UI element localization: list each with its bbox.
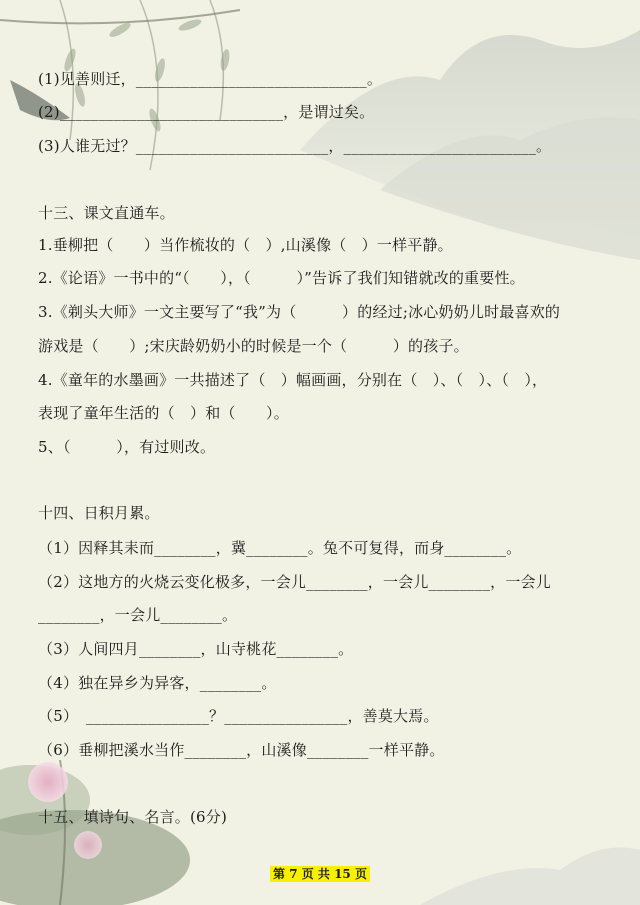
sec14-item-2b: ________，一会儿________。 xyxy=(38,606,238,624)
sec13-item-2: 2.《论语》一书中的“（ ），（ ）”告诉了我们知错就改的重要性。 xyxy=(38,269,525,287)
sec12-item-1: (1)见善则迁，______________________________。 xyxy=(38,70,383,88)
sec12-item-3: (3)人谁无过？_________________________，_________________________。 xyxy=(38,137,552,155)
sec14-item-1: （1）因释其耒而________，冀________。兔不可复得，而身________。 xyxy=(38,539,522,557)
sec13-item-3b: 游戏是（ ）;宋庆龄奶奶小的时候是一个（ ）的孩子。 xyxy=(38,337,469,355)
sec14-item-5: （5） ________________？________________，善莫大焉。 xyxy=(38,707,439,725)
section-15-title: 十五、填诗句、名言。(6分) xyxy=(38,808,228,826)
page-number-label: 第 7 页 共 15 页 xyxy=(270,866,370,882)
sec13-item-4a: 4.《童年的水墨画》一共描述了（ ）幅画画，分别在（ ）、（ ）、（ ）， xyxy=(38,371,548,389)
sec13-item-5: 5、（ ），有过则改。 xyxy=(38,438,216,456)
sec14-item-4: （4）独在异乡为异客，________。 xyxy=(38,674,277,692)
sec14-item-2a: （2）这地方的火烧云变化极多，一会儿________，一会儿________，一会儿 xyxy=(38,573,551,591)
section-14-title: 十四、日积月累。 xyxy=(38,504,160,522)
sec13-item-4b: 表现了童年生活的（ ）和（ ）。 xyxy=(38,404,289,422)
sec12-item-2: (2)_____________________________，是谓过矣。 xyxy=(38,103,375,121)
sec13-item-3a: 3.《剃头大师》一文主要写了“我”为（ ）的经过;冰心奶奶儿时最喜欢的 xyxy=(38,303,561,321)
sec14-item-3: （3）人间四月________，山寺桃花________。 xyxy=(38,640,354,658)
sec13-item-1: 1.垂柳把（ ）当作梳妆的（ ）,山溪像（ ）一样平静。 xyxy=(38,236,453,254)
section-13-title: 十三、课文直通车。 xyxy=(38,204,175,222)
sec14-item-6: （6）垂柳把溪水当作________，山溪像________一样平静。 xyxy=(38,741,445,759)
page-footer xyxy=(0,865,640,882)
